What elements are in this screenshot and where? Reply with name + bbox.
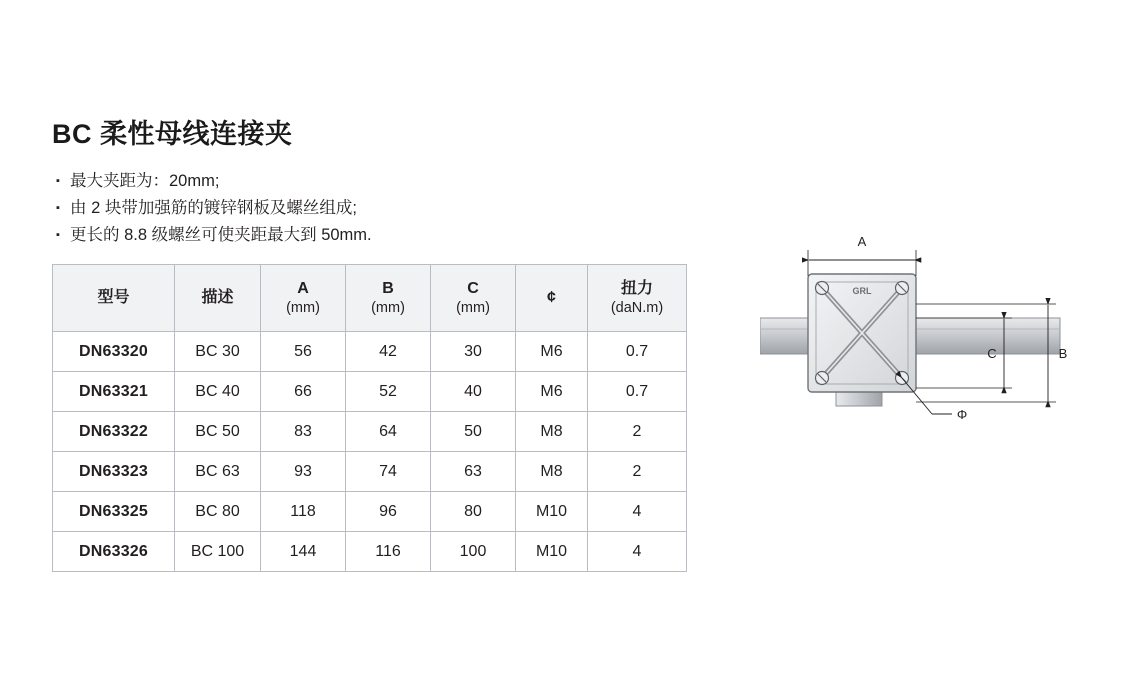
specification-table [52, 264, 687, 572]
bullet-square-icon: ▪ [56, 202, 60, 214]
column-header-description: 描述 [175, 265, 261, 332]
cell-model: DN63325 [53, 492, 175, 532]
cell-torque: 4 [588, 532, 687, 572]
dimension-c-label: C [987, 346, 997, 361]
cell-b: 52 [346, 372, 431, 412]
cell-phi: M6 [516, 332, 588, 372]
cell-torque: 2 [588, 452, 687, 492]
bolt-icon [896, 282, 909, 295]
list-item-label: 由 2 块带加强筋的镀锌钢板及螺丝组成; [70, 199, 357, 217]
dimension-a-label: A [857, 234, 867, 249]
column-header-a: A (mm) [261, 265, 346, 332]
cell-b: 42 [346, 332, 431, 372]
table-row [53, 492, 687, 532]
cell-a: 56 [261, 332, 346, 372]
cell-description: BC 63 [175, 452, 261, 492]
cell-b: 96 [346, 492, 431, 532]
cell-torque: 0.7 [588, 372, 687, 412]
cell-b: 64 [346, 412, 431, 452]
cell-a: 66 [261, 372, 346, 412]
cell-description: BC 40 [175, 372, 261, 412]
table-row [53, 452, 687, 492]
list-item [56, 222, 696, 249]
table-row [53, 372, 687, 412]
bullet-square-icon: ▪ [56, 229, 60, 241]
list-item [56, 195, 696, 222]
cell-c: 40 [431, 372, 516, 412]
feature-list [56, 168, 696, 249]
cell-model: DN63326 [53, 532, 175, 572]
cell-model: DN63321 [53, 372, 175, 412]
page-title: BC 柔性母线连接夹 [52, 119, 293, 149]
cell-torque: 2 [588, 412, 687, 452]
brand-label: GRL [852, 286, 872, 296]
cell-model: DN63323 [53, 452, 175, 492]
table-row [53, 332, 687, 372]
dimension-b-label: B [1058, 346, 1068, 361]
cell-a: 144 [261, 532, 346, 572]
bolt-icon [816, 372, 829, 385]
cell-description: BC 50 [175, 412, 261, 452]
cell-b: 116 [346, 532, 431, 572]
product-technical-drawing [760, 232, 1090, 492]
cell-model: DN63320 [53, 332, 175, 372]
column-header-phi: ¢ [516, 265, 588, 332]
cell-description: BC 80 [175, 492, 261, 532]
list-item-label: 最大夹距为：20mm; [70, 172, 220, 190]
cell-c: 30 [431, 332, 516, 372]
cell-c: 63 [431, 452, 516, 492]
cell-model: DN63322 [53, 412, 175, 452]
cell-a: 93 [261, 452, 346, 492]
cell-torque: 0.7 [588, 332, 687, 372]
cell-phi: M10 [516, 492, 588, 532]
column-header-torque: 扭力 (daN.m) [588, 265, 687, 332]
list-item-label: 更长的 8.8 级螺丝可使夹距最大到 50mm. [70, 226, 372, 244]
cell-phi: M10 [516, 532, 588, 572]
cell-b: 74 [346, 452, 431, 492]
clamp-plate [808, 274, 916, 392]
table-row [53, 412, 687, 452]
dimension-phi-label: Φ [956, 407, 968, 422]
cell-c: 100 [431, 532, 516, 572]
list-item [56, 168, 696, 195]
bullet-square-icon: ▪ [56, 175, 60, 187]
cell-description: BC 100 [175, 532, 261, 572]
table-row [53, 532, 687, 572]
table-header-row [53, 265, 687, 332]
cell-a: 83 [261, 412, 346, 452]
column-header-b: B (mm) [346, 265, 431, 332]
cell-phi: M8 [516, 412, 588, 452]
dimension-a [808, 234, 916, 276]
cell-torque: 4 [588, 492, 687, 532]
cell-phi: M6 [516, 372, 588, 412]
column-header-c: C (mm) [431, 265, 516, 332]
cell-phi: M8 [516, 452, 588, 492]
cell-a: 118 [261, 492, 346, 532]
column-header-model: 型号 [53, 265, 175, 332]
cell-description: BC 30 [175, 332, 261, 372]
cell-c: 80 [431, 492, 516, 532]
cell-c: 50 [431, 412, 516, 452]
bolt-icon [816, 282, 829, 295]
